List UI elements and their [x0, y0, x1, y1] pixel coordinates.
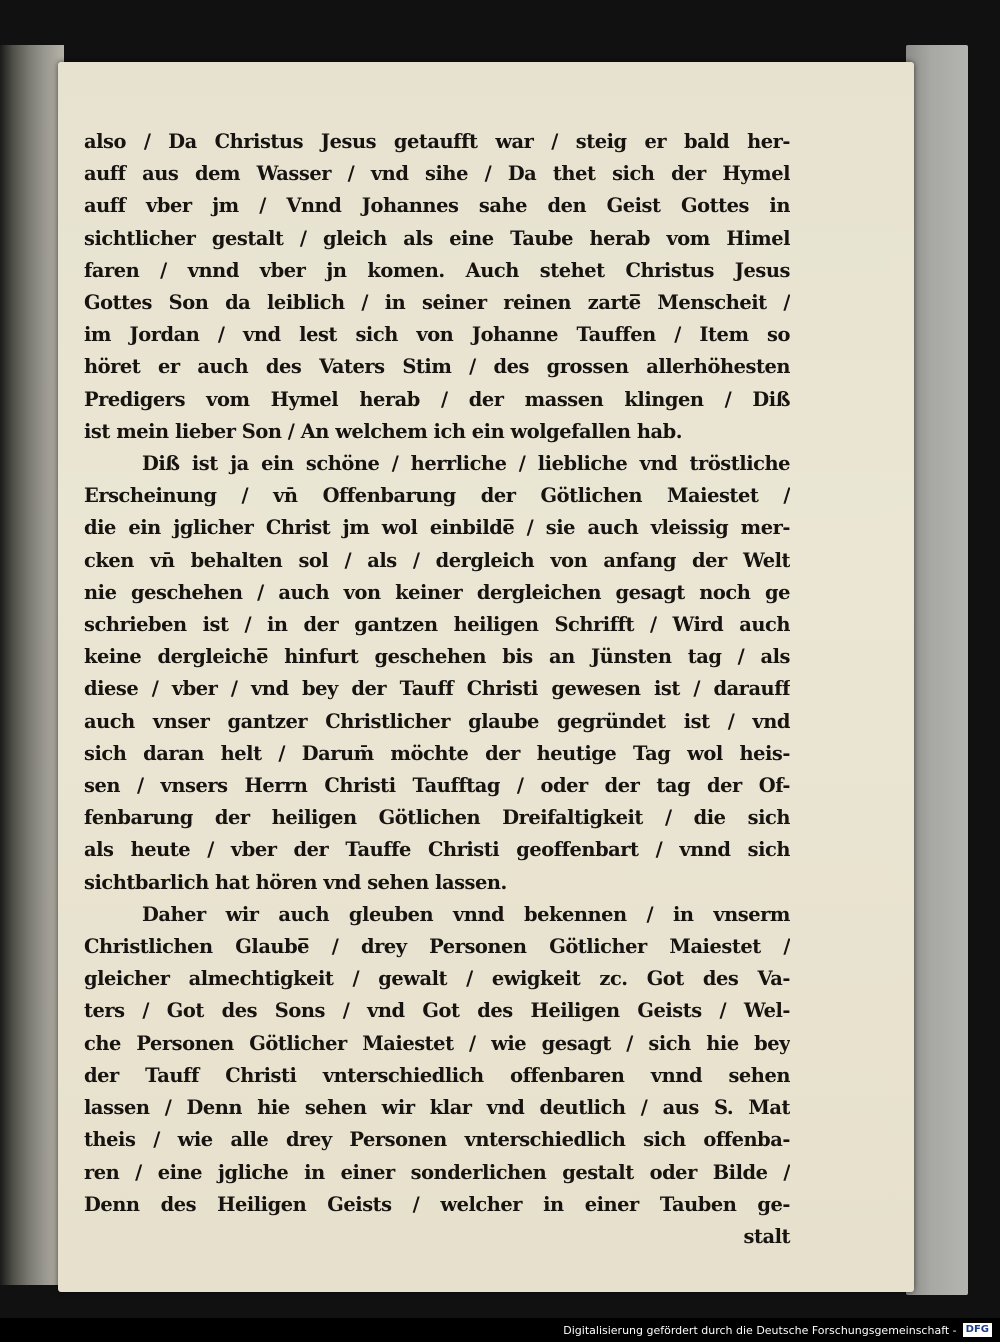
- digitization-footer: [0, 1318, 1000, 1342]
- text-line: diese / vber / vnd bey der Tauff Christi gewesen ist / darauff: [84, 677, 790, 701]
- adjacent-page-edges: [0, 45, 64, 1285]
- text-line: sichtlicher gestalt / gleich als eine Taube herab vom Himel: [84, 226, 790, 250]
- text-line: die ein jglicher Christ jm wol einbilde̅ / sie auch vleissig mer-: [84, 516, 790, 540]
- text-line: also / Da Christus Jesus getaufft war / steig er bald her-: [84, 130, 790, 153]
- text-line: im Jordan / vnd lest sich von Johanne Tauffen / Item so: [84, 323, 790, 347]
- text-line: der Tauff Christi vnterschiedlich offenbaren vnnd sehen: [84, 1063, 790, 1087]
- text-line: keine dergleiche̅ hinfurt geschehen bis an Jünsten tag / als: [84, 645, 790, 669]
- text-line: Daher wir auch gleuben vnnd bekennen / in vnserm: [142, 902, 790, 926]
- text-line: sen / vnsers Herrn Christi Taufftag / oder der tag der Of-: [84, 774, 790, 798]
- text-line: Denn des Heiligen Geists / welcher in einer Tauben ge-: [84, 1192, 790, 1216]
- text-line: Gottes Son da leiblich / in seiner reinen zarte̅ Menscheit /: [84, 291, 790, 315]
- funding-credit: Digitalisierung gefördert durch die Deutsche Forschungsgemeinschaft -: [563, 1323, 957, 1337]
- text-line: theis / wie alle drey Personen vnterschiedlich sich offenba-: [84, 1128, 790, 1152]
- text-line: auff aus dem Wasser / vnd sihe / Da thet sich der Hymel: [84, 162, 790, 186]
- text-line: ters / Got des Sons / vnd Got des Heiligen Geists / Wel-: [84, 999, 790, 1023]
- text-line: höret er auch des Vaters Stim / des grossen allerhöhesten: [84, 355, 790, 379]
- text-line: fenbarung der heiligen Götlichen Dreifaltigkeit / die sich: [84, 806, 790, 830]
- text-line: schrieben ist / in der gantzen heiligen Schrifft / Wird auch: [84, 613, 790, 637]
- text-line: nie geschehen / auch von keiner dergleichen gesagt noch ge: [84, 580, 790, 604]
- text-line: che Personen Götlicher Maiestet / wie gesagt / sich hie bey: [84, 1031, 790, 1055]
- text-line: sichtbarlich hat hören vnd sehen lassen.: [84, 870, 507, 894]
- text-line: cken vn̄ behalten sol / als / dergleich von anfang der Welt: [84, 548, 790, 572]
- dfg-logo-icon: DFG: [963, 1323, 992, 1337]
- text-line: Diß ist ja ein schöne / herrliche / liebliche vnd tröstliche: [142, 452, 790, 476]
- text-line: Christlichen Glaube̅ / drey Personen Götlicher Maiestet /: [84, 935, 790, 959]
- text-line: faren / vnnd vber jn komen. Auch stehet Christus Jesus: [84, 258, 790, 282]
- backing-card: [906, 45, 968, 1295]
- page-text-body: [84, 126, 790, 1253]
- text-line: sich daran helt / Darum̄ möchte der heutige Tag wol heis-: [84, 741, 790, 765]
- text-line: lassen / Denn hie sehen wir klar vnd deutlich / aus S. Mat: [84, 1096, 790, 1120]
- catchword: stalt: [743, 1224, 790, 1248]
- text-line: ist mein lieber Son / An welchem ich ein wolgefallen hab.: [84, 419, 683, 443]
- text-line: auch vnser gantzer Christlicher glaube gegründet ist / vnd: [84, 709, 790, 733]
- text-line: als heute / vber der Tauffe Christi geoffenbart / vnnd sich: [84, 838, 790, 862]
- text-line: Erscheinung / vn̄ Offenbarung der Götlichen Maiestet /: [84, 484, 790, 508]
- text-line: ren / eine jgliche in einer sonderlichen gestalt oder Bilde /: [84, 1160, 790, 1184]
- text-line: Predigers vom Hymel herab / der massen klingen / Diß: [84, 387, 790, 411]
- text-line: auff vber jm / Vnnd Johannes sahe den Geist Gottes in: [84, 194, 790, 218]
- text-line: gleicher almechtigkeit / gewalt / ewigkeit zc. Got des Va-: [84, 967, 790, 991]
